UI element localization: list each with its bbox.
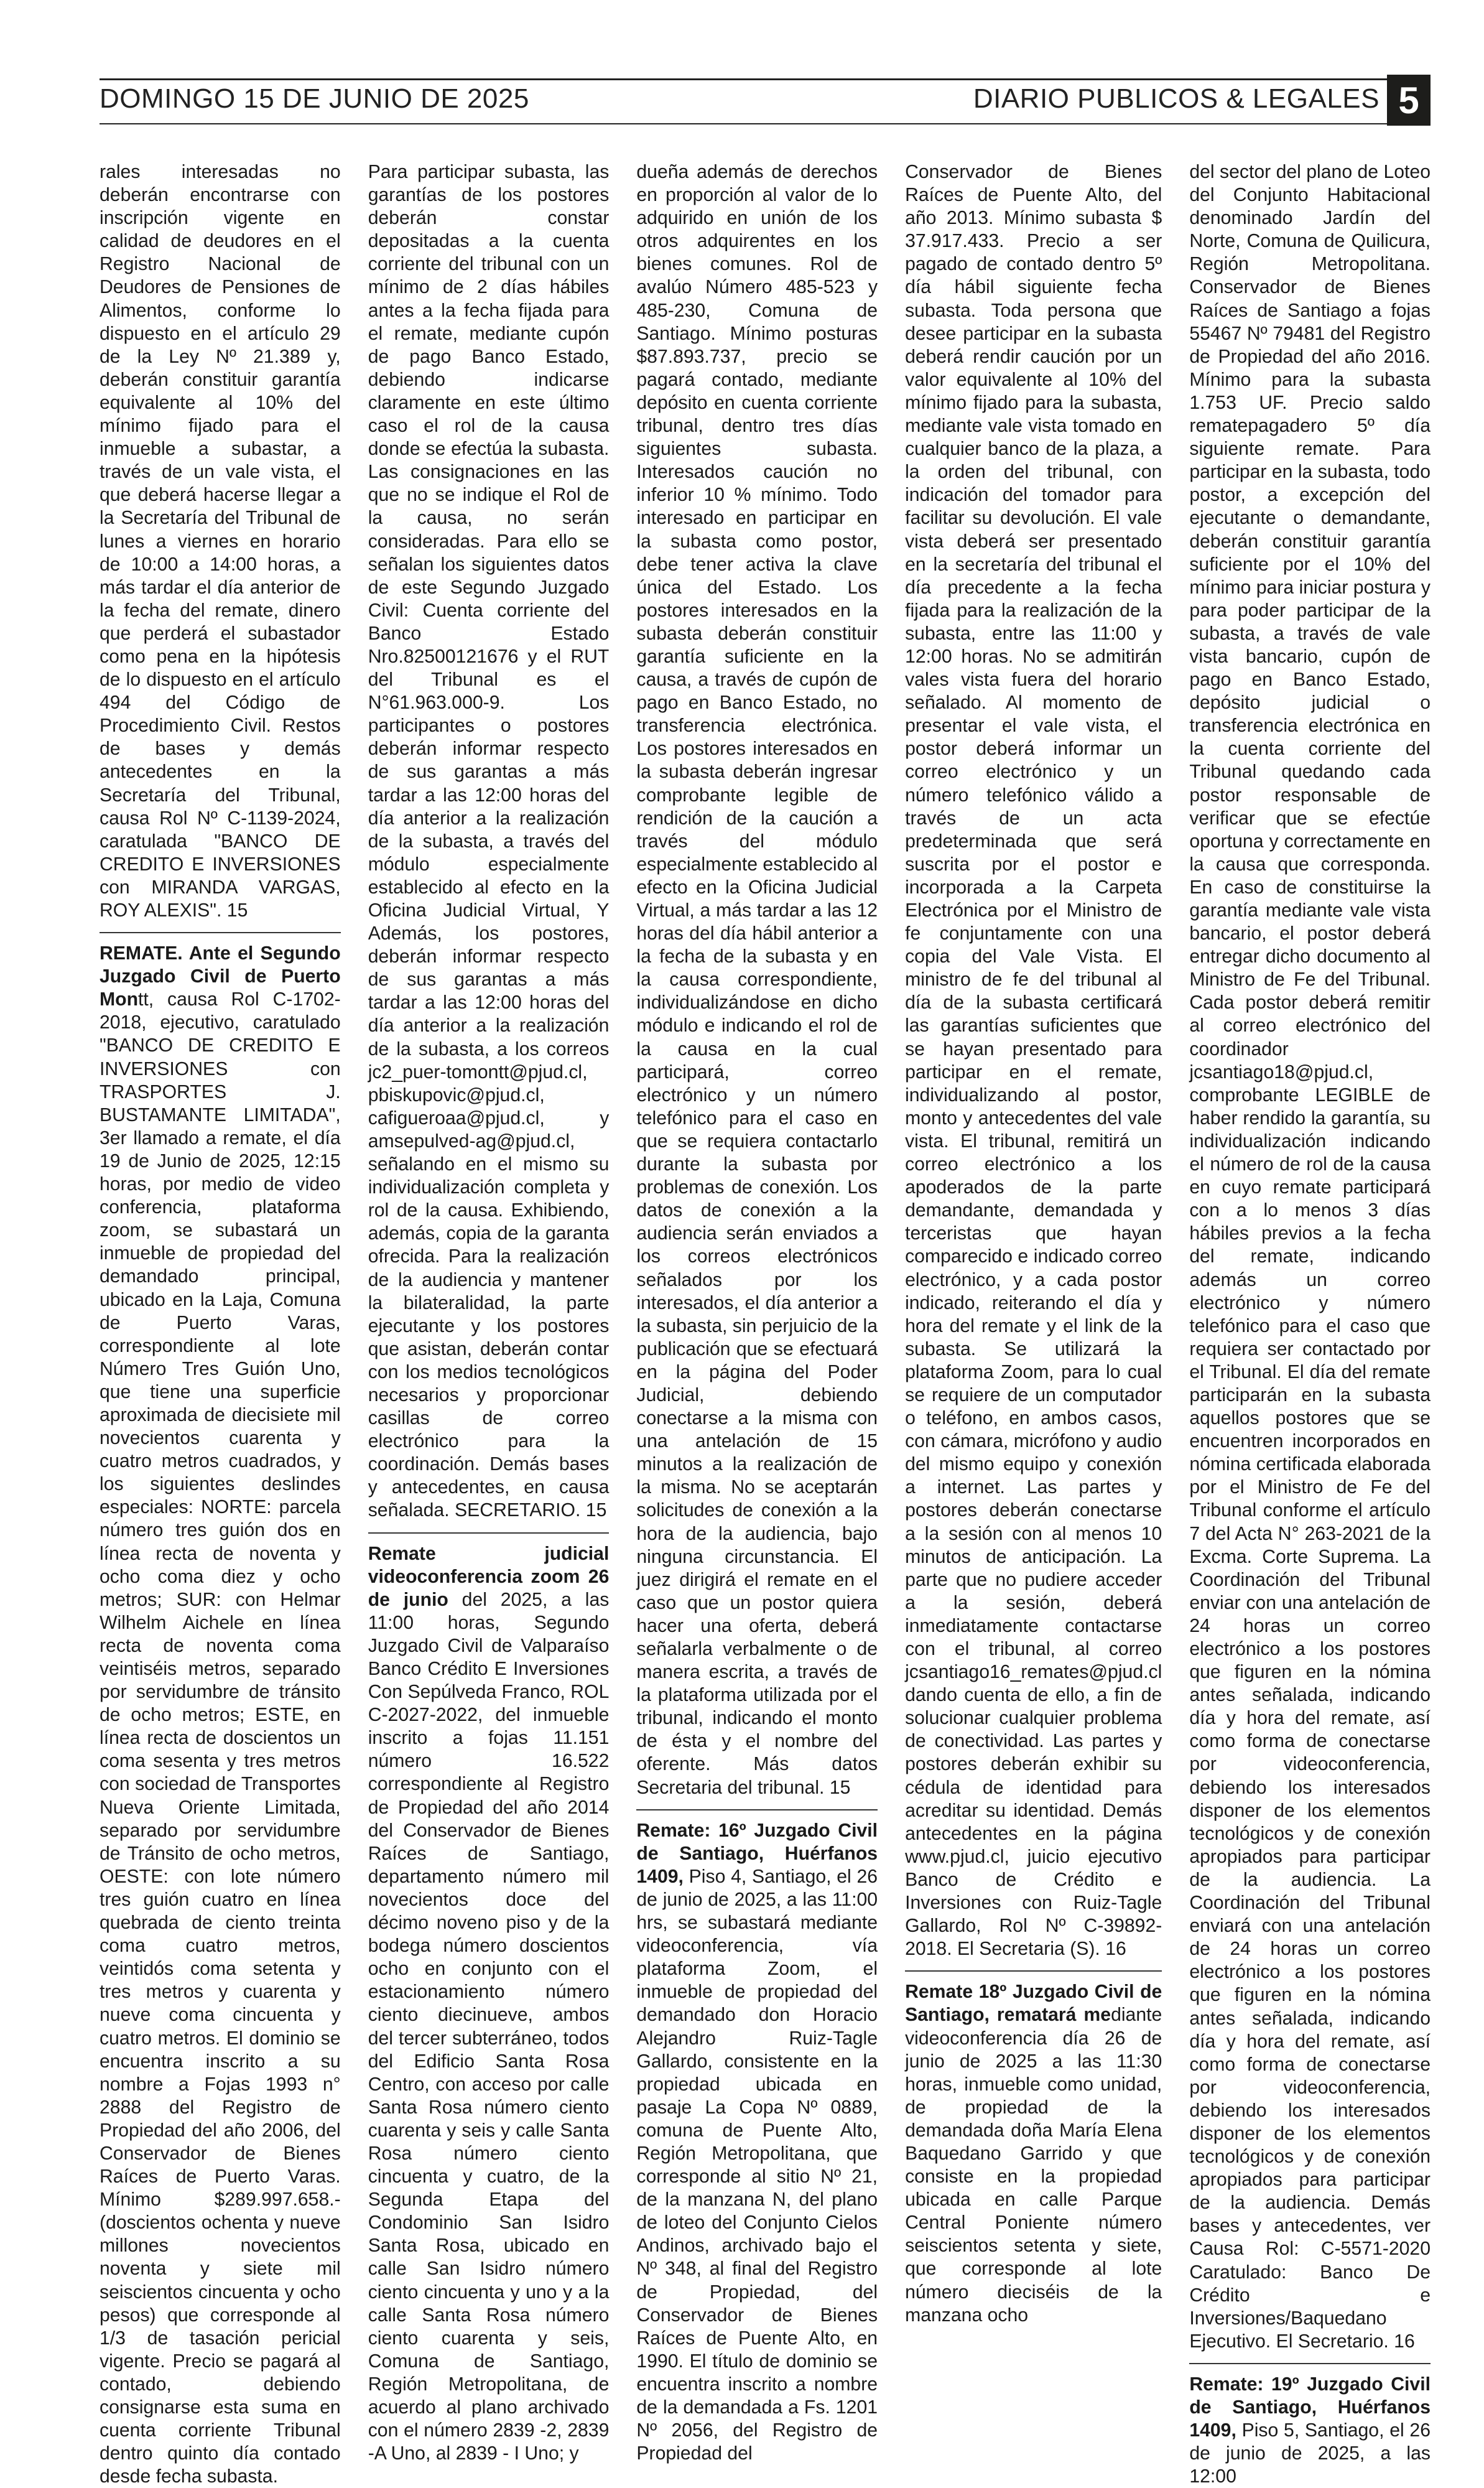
notice-columns	[100, 161, 1431, 2487]
notice-text: dueña además de derechos en proporción al valor de lo adquirido en unión de los otros adquirentes en los bienes comunes. Rol de avalúo Número 485-523 y 485-230, Comuna de Santiago. Mínimo posturas $87.893.737, precio se pagará contado, mediante depósito en cuenta corriente tribunal, dentro tres días siguientes subasta. Interesados caución no inferior 10 % mínimo. Todo interesado en participar en la subasta como postor, debe tener activa la clave única del Estado. Los postores interesados en la subasta deberán constituir garantía suficiente en la causa, a través de cupón de pago en Banco Estado, no transferencia electrónica. Los postores interesados en la subasta deberán ingresar comprobante legible de rendición de la caución a través del módulo especialmente establecido al efecto en la Oficina Judicial Virtual, a más tardar a las 12 horas del día hábil anterior a la fecha de la subasta y en la causa correspondiente, individualizándose en dicho módulo e indicando el rol de la causa en la cual participará, correo electrónico y un número telefónico para el caso en que se requiera contactarlo durante la subasta por problemas de conexión. Los datos de conexión a la audiencia serán enviados a los correos electrónicos señalados por los interesados, el día anterior a la subasta, sin perjuicio de la publicación que se efectuará en la página del Poder Judicial, debiendo conectarse a la misma con una antelación de 15 minutos a la realización de la misma. No se aceptarán solicitudes de conexión a la hora de la audiencia, bajo ninguna circunstancia. El juez dirigirá el remate en el caso que un postor quiera hacer una oferta, deberá señalarla verbalmente o de manera escrita, a través de la plataforma utilizada por el tribunal, indicando el monto de ésta y el nombre del oferente. Más datos Secretaria del tribunal. 15	[636, 162, 878, 1798]
notice	[636, 1819, 878, 2466]
notice-heading: Remate: 19º Juzgado Civil de Santiago, Huérfanos 1409,	[1189, 2374, 1431, 2441]
notice-text: tt, causa Rol C-1702-2018, ejecutivo, caratulado "BANCO DE CREDITO E INVERSIONES con TRASPORTES J. BUSTAMANTE LIMITADA", 3er llamado a remate, el día 19 de Junio de 2025, 12:15 horas, por medio de video conferencia, plataforma zoom, se subastará un inmueble de propiedad del demandado principal, ubicado en la Laja, Comuna de Puerto Varas, correspondiente al lote Número Tres Guión Uno, que tiene una superficie aproximada de diecisiete mil novecientos cuarenta y cuatro metros cuadrados, y los siguientes deslindes especiales: NORTE: parcela número tres guión dos en línea recta de noventa y ocho coma diez y ocho metros; SUR: con Helmar Wilhelm Aichele en línea recta de noventa coma veintiséis metros, separado por servidumbre de tránsito de ocho metros; ESTE, en línea recta de doscientos un coma sesenta y tres metros con sociedad de Transportes Nueva Oriente Limitada, separado por servidumbre de Tránsito de ocho metros, OESTE: con lote número tres guión cuatro en línea quebrada de ciento treinta coma cuatro metros, veintidós coma setenta y tres metros y cuarenta y nueve coma cincuenta y cuatro metros. El dominio se encuentra inscrito a su nombre a Fojas 1993 n° 2888 del Registro de Propiedad del año 2006, del Conservador de Bienes Raíces de Puerto Varas. Mínimo $289.997.658.- (doscientos ochenta y nueve millones novecientos noventa y siete mil seiscientos cincuenta y ocho pesos) que corresponde al 1/3 de tasación pericial vigente. Precio se pagará al contado, debiendo consignarse esta suma en cuenta corriente Tribunal dentro quinto día contado desde fecha subasta.	[100, 989, 341, 2487]
notice-text: Para participar subasta, las garantías de los postores deberán constar depositadas a la cuenta corriente del tribunal con un mínimo de 2 días hábiles antes a la fecha fijada para el remate, mediante cupón de pago Banco Estado, debiendo indicarse claramente en este último caso el rol de la causa donde se efectúa la subasta. Las consignaciones en las que no se indique el Rol de la causa, no serán consideradas. Para ello se señalan los siguientes datos de este Segundo Juzgado Civil: Cuenta corriente del Banco Estado Nro.82500121676 y el RUT del Tribunal es el N°61.963.000-9. Los participantes o postores deberán informar respecto de sus garantas a más tardar a las 12:00 horas del día anterior a la realización de la subasta, a través del módulo especialmente establecido al efecto en la Oficina Judicial Virtual, Y Además, los postores, deberán informar respecto de sus garantas a más tardar a las 12:00 horas del día anterior a la realización de la subasta, a los correos jc2_puer-tomontt@pjud.cl, pbiskupovic@pjud.cl, cafigueroaa@pjud.cl, y amsepulved-ag@pjud.cl, señalando en el mismo su individualización completa y rol de la causa. Exhibiendo, además, copia de la garanta ofrecida. Para la realización de la audiencia y mantener la bilateralidad, la parte ejecutante y los postores que asistan, deberán contar con los medios tecnológicos necesarios y proporcionar casillas de correo electrónico para la coordinación. Demás bases y antecedentes, en causa señalada. SECRETARIO. 15	[368, 162, 610, 1521]
notice-text: Conservador de Bienes Raíces de Puente Alto, del año 2013. Mínimo subasta $ 37.917.433. Precio a ser pagado de contado dentro 5º día hábil siguiente fecha subasta. Toda persona que desee participar en la subasta deberá rendir caución por un valor equivalente al 10% del mínimo fijado para la subasta, mediante vale vista tomado en cualquier banco de la plaza, a la orden del tribunal, con indicación del tomador para facilitar su devolución. El vale vista deberá ser presentado en la secretaría del tribunal el día precedente a la fecha fijada para la realización de la subasta, entre las 11:00 y 12:00 horas. No se admitirán vales vista fuera del horario señalado. Al momento de presentar el vale vista, el postor deberá informar un correo electrónico y un número telefónico válido a través de un acta predeterminada que será suscrita por el postor e incorporada a la Carpeta Electrónica por el Ministro de fe conjuntamente con una copia del Vale Vista. El ministro de fe del tribunal al día de la subasta certificará las garantías suficientes que se hayan presentado para participar en el remate, individualizando al postor, monto y antecedentes del vale vista. El tribunal, remitirá un correo electrónico a los apoderados de la parte demandante, demandada y terceristas que hayan comparecido e indicado correo electrónico, y a cada postor indicado, reiterando el día y hora del remate y el link de la subasta. Se utilizará la plataforma Zoom, para lo cual se requiere de un computador o teléfono, en ambos casos, con cámara, micrófono y audio del mismo equipo y conexión a internet. Las partes y postores deberán conectarse a la sesión con al menos 10 minutos de anticipación. La parte que no pudiere acceder a la sesión, deberá inmediatamente contactarse con el tribunal, al correo jcsantiago16_remates@pjud.cl dando cuenta de ello, a fin de solucionar cualquier problema de conectividad. Las partes y postores deberán exhibir su cédula de identidad para acreditar su identidad. Demás antecedentes en la página www.pjud.cl, juicio ejecutivo Banco de Crédito e Inversiones con Ruiz-Tagle Gallardo, Rol Nº C-39892-2018. El Secretaria (S). 16	[905, 162, 1162, 1960]
notice	[368, 1542, 610, 2466]
column-4	[905, 161, 1162, 2488]
page-number-badge: 5	[1387, 75, 1431, 126]
header-top-rule	[100, 78, 1387, 80]
notice-heading: REMATE. Ante el Segundo Juzgado Civil de Puerto Mon	[100, 943, 341, 1010]
column-5	[1189, 161, 1431, 2488]
notice-text: Piso 4, Santiago, el 26 de junio de 2025, a las 11:00 hrs, se subastará mediante videoconferencia, vía plataforma Zoom, el inmueble de propiedad del demandado don Horacio Alejandro Ruiz-Tagle Gallardo, consistente en la propiedad ubicada en pasaje La Copa Nº 0889, comuna de Puente Alto, Región Metropolitana, que corresponde al sitio Nº 21, de la manzana N, del plano de loteo del Conjunto Cielos Andinos, archivado bajo el Nº 348, al final del Registro de Propiedad, del Conservador de Bienes Raíces de Puente Alto, en 1990. El título de dominio se encuentra inscrito a nombre de la demandada a Fs. 1201 Nº 2056, del Registro de Propiedad del	[636, 1866, 878, 2464]
notice-separator	[636, 1809, 878, 1810]
notice-text: rales interesadas no deberán encontrarse con inscripción vigente en calidad de deudores en el Registro Nacional de Deudores de Pensiones de Alimentos, conforme lo dispuesto en el artículo 29 de la Ley Nº 21.389 y, deberán constituir garantía equivalente al 10% del mínimo fijado para el inmueble a subastar, a través de un vale vista, el que deberá hacerse llegar a la Secretaría del Tribunal de lunes a viernes en horario de 10:00 a 14:00 horas, a más tardar el día anterior de la fecha del remate, dinero que perderá el subastador como pena en la hipótesis de lo dispuesto en el artículo 494 del Código de Procedimiento Civil. Restos de bases y demás antecedentes en la Secretaría del Tribunal, causa Rol Nº C-1139-2024, caratulada "BANCO DE CREDITO E INVERSIONES con MIRANDA VARGAS, ROY ALEXIS". 15	[100, 162, 341, 921]
notice	[1189, 2373, 1431, 2488]
notice-separator	[1189, 2363, 1431, 2364]
notice-text: Piso 5, Santiago, el 26 de junio de 2025, a las 12:00	[1189, 2420, 1431, 2487]
notice-heading: Remate: 16º Juzgado Civil de Santiago, Huérfanos 1409,	[636, 1820, 878, 1887]
publication-title: DIARIO PUBLICOS & LEGALES	[973, 83, 1380, 114]
header-bottom-rule	[100, 123, 1387, 124]
notice-separator	[368, 1532, 610, 1534]
notice-text: del sector del plano de Loteo del Conjunto Habitacional denominado Jardín del Norte, Comuna de Quilicura, Región Metropolitana. Conservador de Bienes Raíces de Santiago a fojas 55467 Nº 79481 del Registro de Propiedad del año 2016. Mínimo para la subasta 1.753 UF. Precio saldo rematepagadero 5º día siguiente remate. Para participar en la subasta, todo postor, a excepción del ejecutante o demandante, deberán constituir garantía suficiente por el 10% del mínimo para iniciar postura y para poder participar de la subasta, a través de vale vista bancario, cupón de pago en Banco Estado, depósito judicial o transferencia electrónica en la cuenta corriente del Tribunal quedando cada postor responsable de verificar que se efectúe oportuna y correctamente en la causa que corresponda. En caso de constituirse la garantía mediante vale vista bancario, el postor deberá entregar dicho documento al Ministro de Fe del Tribunal. Cada postor deberá remitir al correo electrónico del coordinador jcsantiago18@pjud.cl, comprobante LEGIBLE de haber rendido la garantía, su individualización indicando el número de rol de la causa en cuyo remate participará con a lo menos 3 días hábiles previos a la fecha del remate, indicando además un correo electrónico y número telefónico para el caso que requiera ser contactado por el Tribunal. El día del remate participarán en la subasta aquellos postores que se encuentren incorporados en nómina certificada elaborada por el Ministro de Fe del Tribunal conforme el artículo 7 del Acta N° 263-2021 de la Excma. Corte Suprema. La Coordinación del Tribunal enviar con una antelación de 24 horas un correo electrónico a los postores que figuren en la nómina antes señalada, indicando día y hora del remate, así como forma de conectarse por videoconferencia, debiendo los interesados disponer de los elementos tecnológicos y de conexión apropiados para participar de la audiencia. La Coordinación del Tribunal enviará con una antelación de 24 horas un correo electrónico a los postores que figuren en la nómina antes señalada, indicando día y hora del remate, así como forma de conectarse por videoconferencia, debiendo los interesados disponer de los elementos tecnológicos y de conexión apropiados para participar de la audiencia. Demás bases y antecedentes, ver Causa Rol: C-5571-2020 Caratulado: Banco De Crédito e Inversiones/Baquedano Ejecutivo. El Secretario. 16	[1189, 162, 1431, 2352]
column-1	[100, 161, 341, 2488]
notice-text: diante videoconferencia día 26 de junio de 2025 a las 11:30 horas, inmueble como unidad, de propiedad de la demandada doña María Elena Baquedano Garrido y que consiste en la propiedad ubicada en calle Parque Central Poniente número seiscientos setenta y siete, que corresponde al lote número dieciséis de la manzana ocho	[905, 2005, 1162, 2326]
notice-text: del 2025, a las 11:00 horas, Segundo Juzgado Civil de Valparaíso Banco Crédito E Inversiones Con Sepúlveda Franco, ROL C-2027-2022, del inmueble inscrito a fojas 11.151 número 16.522 correspondiente al Registro de Propiedad del año 2014 del Conservador de Bienes Raíces de Santiago, departamento número mil novecientos doce del décimo noveno piso y de la bodega número doscientos ocho en conjunto con el estacionamiento número ciento diecinueve, ambos del tercer subterráneo, todos del Edificio Santa Rosa Centro, con acceso por calle Santa Rosa número ciento cuarenta y seis y calle Santa Rosa número ciento cincuenta y cuatro, de la Segunda Etapa del Condominio San Isidro Santa Rosa, ubicado en calle San Isidro número ciento cincuenta y uno y a la calle Santa Rosa número ciento cuarenta y seis, Comuna de Santiago, Región Metropolitana, de acuerdo al plano archivado con el número 2839 -2, 2839 -A Uno, al 2839 - I Uno; y	[368, 1589, 610, 2464]
notice-separator	[905, 1970, 1162, 1972]
notice-heading: Remate judicial videoconferencia zoom 26 de junio	[368, 1543, 610, 1610]
page-header	[100, 75, 1431, 126]
notice-heading: Remate 18º Juzgado Civil de Santiago, rematará me	[905, 1982, 1162, 2026]
notice-separator	[100, 932, 341, 933]
notice	[905, 1980, 1162, 2326]
notice	[100, 942, 341, 2488]
issue-date: DOMINGO 15 DE JUNIO DE 2025	[100, 83, 529, 114]
column-3	[636, 161, 878, 2488]
column-2	[368, 161, 610, 2488]
